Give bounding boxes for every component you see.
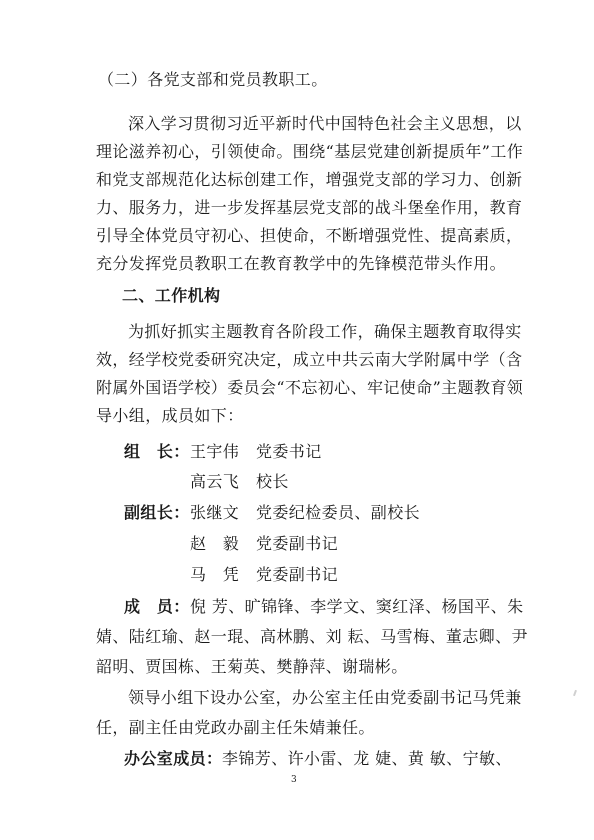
deputy-title: 党委纪检委员、副校长 [256, 503, 421, 522]
leader-label: 组 长： [124, 442, 190, 461]
deputy-name: 赵 毅 [190, 534, 240, 553]
para1-line: 和党支部规范化达标创建工作，增强党支部的学习力、创新 [96, 170, 523, 189]
deputy-label: 副组长： [124, 503, 190, 522]
para1-line: 力、服务力，进一步发挥基层党支部的战斗堡垒作用，教育 [96, 198, 523, 217]
members-line: 倪 芳、旷锦锋、李学文、窦红泽、杨国平、朱 [190, 597, 524, 616]
para3-line: 领导小组下设办公室，办公室主任由党委副书记马凭兼 [128, 688, 522, 707]
members-line: 韶明、贾国栋、王菊英、樊静萍、谢瑞彬。 [96, 657, 408, 676]
para1-line: 充分发挥党员教职工在教育教学中的先锋模范带头作用。 [96, 254, 507, 273]
para1-line: 引导全体党员守初心、担使命，不断增强党性、提高素质， [96, 226, 523, 245]
office-label: 办公室成员： [124, 749, 223, 768]
members-label: 成 员： [124, 597, 190, 616]
para2-line: 导小组，成员如下： [96, 406, 244, 425]
deputy-title: 党委副书记 [256, 565, 339, 584]
para2-line: 效，经学校党委研究决定，成立中共云南大学附属中学（含 [96, 350, 523, 369]
para2-line: 为抓好抓实主题教育各阶段工作，确保主题教育取得实 [128, 322, 522, 341]
page-number: 3 [291, 775, 297, 785]
para3-line: 任，副主任由党政办副主任朱婧兼任。 [96, 718, 375, 737]
leader-title: 党委书记 [256, 442, 322, 461]
sub-heading: （二）各党支部和党员教职工。 [98, 70, 328, 89]
para1-line: 理论滋养初心，引领使命。围绕“基层党建创新提质年”工作 [96, 142, 524, 161]
deputy-name: 马 凭 [190, 565, 240, 584]
members-line: 婧、陆红瑜、赵一琨、高林鹏、刘 耘、马雪梅、董志卿、尹 [96, 627, 528, 646]
deputy-name: 张继文 [190, 503, 240, 522]
leader-name: 王宇伟 [190, 442, 240, 461]
para1-line: 深入学习贯彻习近平新时代中国特色社会主义思想，以 [128, 114, 522, 133]
office-line: 李锦芳、许小雷、龙 婕、黄 敏、宁敏、 [222, 749, 512, 768]
para2-line: 附属外国语学校）委员会“不忘初心、牢记使命”主题教育领 [96, 378, 524, 397]
section-2-title: 二、工作机构 [122, 286, 221, 305]
leader-title: 校长 [256, 472, 289, 491]
leader-name: 高云飞 [190, 472, 240, 491]
deputy-title: 党委副书记 [256, 534, 339, 553]
